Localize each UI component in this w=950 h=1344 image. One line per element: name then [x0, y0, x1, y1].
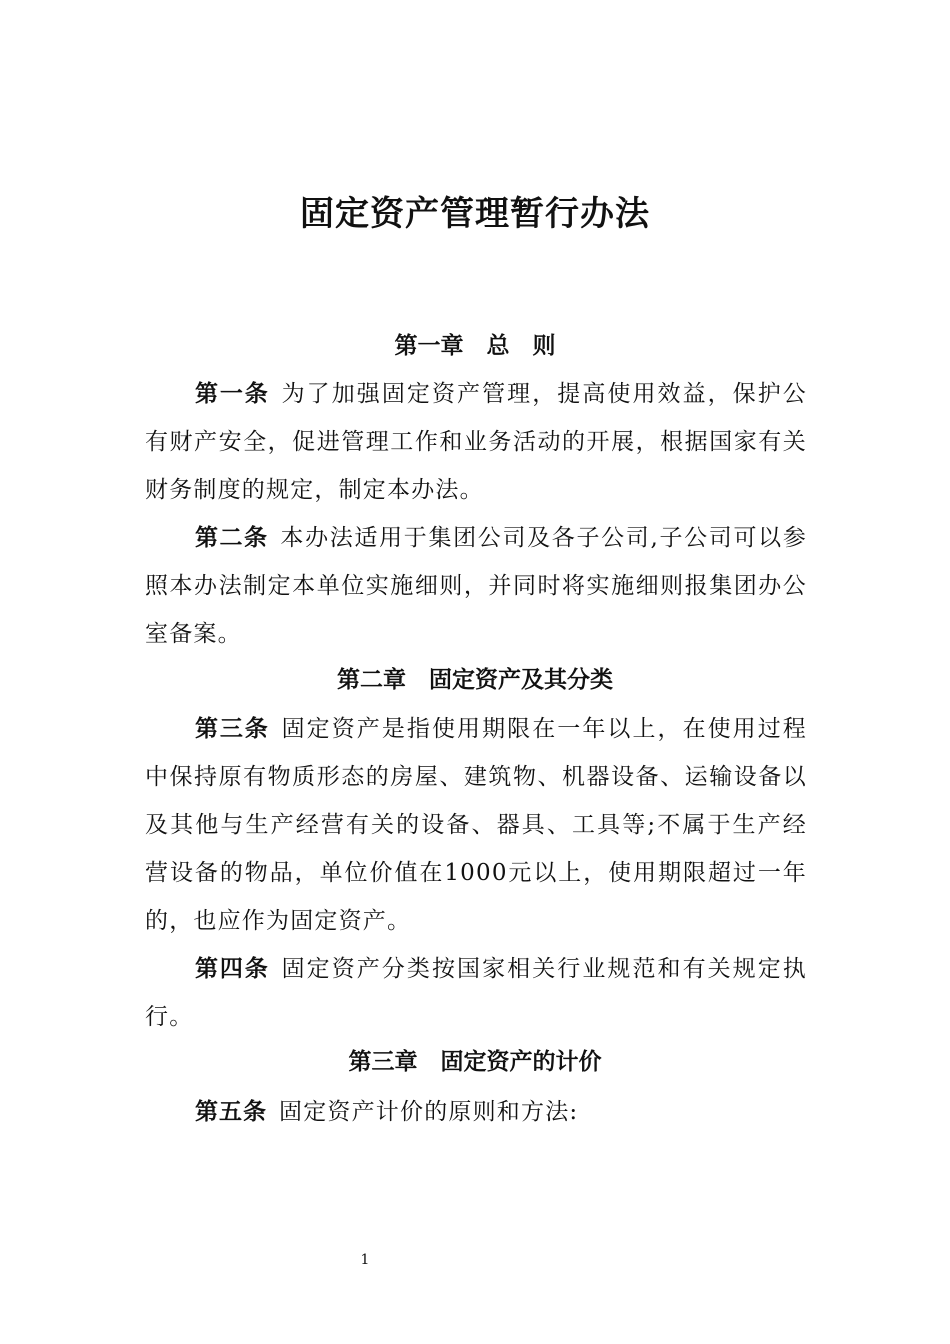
- article-5: [145, 1088, 807, 1136]
- article-2: [145, 514, 807, 658]
- article-label: 第四条: [195, 956, 270, 982]
- article-label: 第二条: [195, 525, 269, 551]
- document-title: 固定资产管理暂行办法: [300, 194, 650, 234]
- article-text: 固定资产是指使用期限在一年以上，在使用过程中保持原有物质形态的房屋、建筑物、机器设备、运输设备以及其他与生产经营有关的设备、器具、工具等;不属于生产经营设备的物品，单位价值在1000元以上，使用期限超过一年的，也应作为固定资产。: [145, 716, 808, 934]
- chapter-heading-2: 第二章 固定资产及其分类: [337, 667, 613, 693]
- article-text: 为了加强固定资产管理，提高使用效益，保护公有财产安全，促进管理工作和业务活动的开展，根据国家有关财务制度的规定，制定本办法。: [145, 381, 808, 503]
- page-number: 1: [360, 1252, 370, 1268]
- chapter-heading-3: 第三章 固定资产的计价: [348, 1049, 602, 1075]
- article-text: 本办法适用于集团公司及各子公司,子公司可以参照本办法制定本单位实施细则，并同时将实施细则报集团办公室备案。: [145, 525, 808, 647]
- article-3: [145, 705, 807, 945]
- article-1: [145, 370, 807, 514]
- chapter-heading-1: 第一章 总 则: [394, 333, 556, 359]
- article-4: [145, 945, 807, 1041]
- article-text: 固定资产分类按国家相关行业规范和有关规定执行。: [145, 956, 808, 1030]
- article-label: 第一条: [195, 381, 270, 407]
- article-label: 第三条: [195, 716, 270, 742]
- article-text: 固定资产计价的原则和方法:: [279, 1099, 579, 1125]
- article-label: 第五条: [195, 1099, 267, 1125]
